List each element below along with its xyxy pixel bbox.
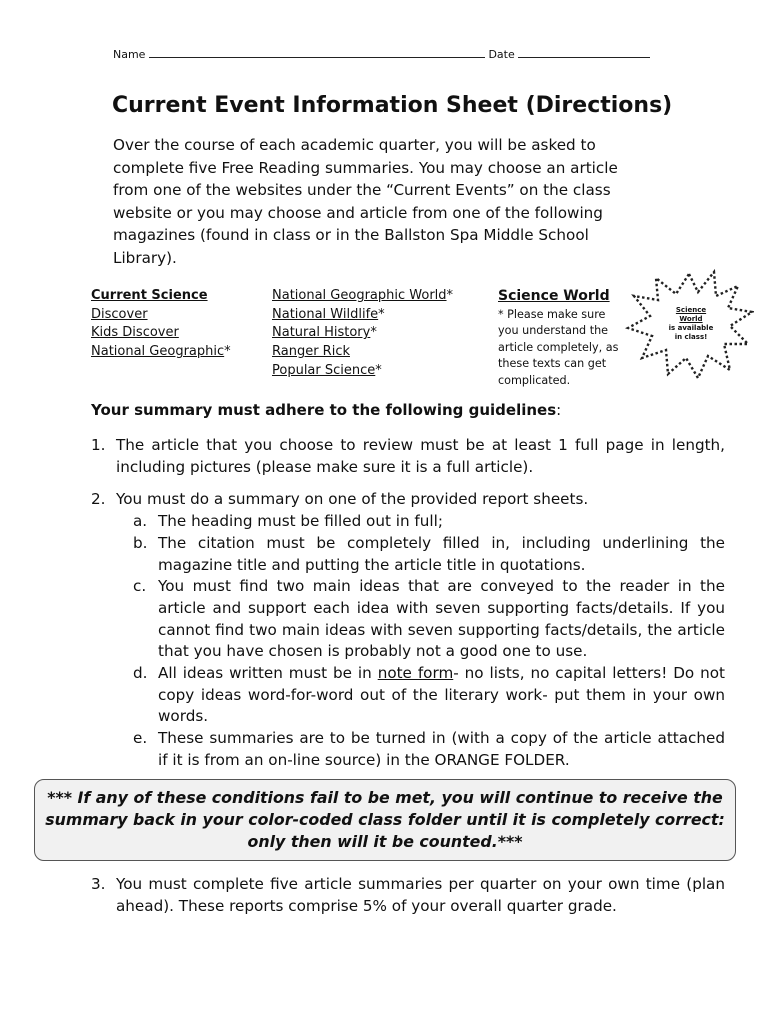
page-title: Current Event Information Sheet (Directions) bbox=[112, 93, 673, 118]
list-subitem: d. All ideas written must be in note form- no lists, no capital letters! Do not copy ideas word-for-word out of the literary work- put them in your own words. bbox=[133, 664, 725, 726]
date-blank bbox=[518, 46, 650, 58]
list-item: 1. The article that you choose to review must be at least 1 full page in length, including pictures (please make sure it is a full article). bbox=[91, 436, 725, 476]
starburst-text: Science World is available in class! bbox=[668, 306, 714, 341]
guidelines-heading: Your summary must adhere to the following guidelines: bbox=[91, 401, 562, 419]
magazine-column-2 bbox=[272, 287, 453, 381]
list-item: 2. You must do a summary on one of the provided report sheets. bbox=[91, 490, 589, 509]
name-blank bbox=[149, 46, 485, 58]
magazine-item: National Geographic* bbox=[91, 344, 231, 360]
list-subitem: a. The heading must be filled out in full; bbox=[133, 512, 443, 531]
magazine-heading-current-science: Current Science bbox=[91, 288, 208, 303]
name-label: Name bbox=[113, 48, 146, 61]
magazine-item: Discover bbox=[91, 306, 148, 322]
guidelines-list-continued bbox=[91, 874, 725, 917]
list-item: 3. You must complete five article summaries per quarter on your own time (plan ahead). These reports comprise 5% of your overall quarter grade. bbox=[91, 875, 725, 915]
magazine-item: National Geographic World* bbox=[272, 288, 454, 303]
name-date-line bbox=[113, 46, 650, 61]
magazine-item: Kids Discover bbox=[91, 325, 179, 341]
science-world-note: * Please make sure you understand the article completely, as these texts can get complicated. bbox=[498, 307, 619, 388]
warning-callout bbox=[34, 779, 736, 861]
magazine-item: National Wildlife* bbox=[272, 306, 385, 322]
list-subitem: b. The citation must be completely filled in, including underlining the magazine title and putting the article title in quotations. bbox=[133, 533, 725, 574]
magazine-item: Popular Science* bbox=[272, 362, 382, 378]
magazine-heading-science-world: Science World bbox=[498, 288, 610, 304]
list-subitem: e. These summaries are to be turned in (with a copy of the article attached if it is from an on-line source) in the ORANGE FOLDER. bbox=[133, 729, 725, 769]
magazine-column-1 bbox=[91, 287, 231, 362]
magazine-item: Natural History* bbox=[272, 325, 377, 341]
list-subitem: c. You must find two main ideas that are conveyed to the reader in the article and support each idea with seven supporting facts/details. If you cannot find two main ideas with seven supporting facts/details, the article that you have chosen is probably not a good one to use. bbox=[133, 577, 725, 661]
warning-text: *** If any of these conditions fail to be met, you will continue to receive the summary back in your color-coded class folder until it is completely correct: only then will it be counted.*** bbox=[45, 788, 725, 851]
date-label: Date bbox=[488, 48, 515, 61]
magazine-item: Ranger Rick bbox=[272, 344, 350, 360]
magazine-column-3 bbox=[498, 287, 628, 390]
guidelines-list bbox=[91, 435, 725, 772]
intro-paragraph: Over the course of each academic quarter, you will be asked to complete five Free Reading summaries. You may choose an article from one of the websites under the “Current Events” on the class website or you may choose and article from one of the following magazines (found in class or in the Ballston Spa Middle School Library). bbox=[113, 136, 618, 267]
